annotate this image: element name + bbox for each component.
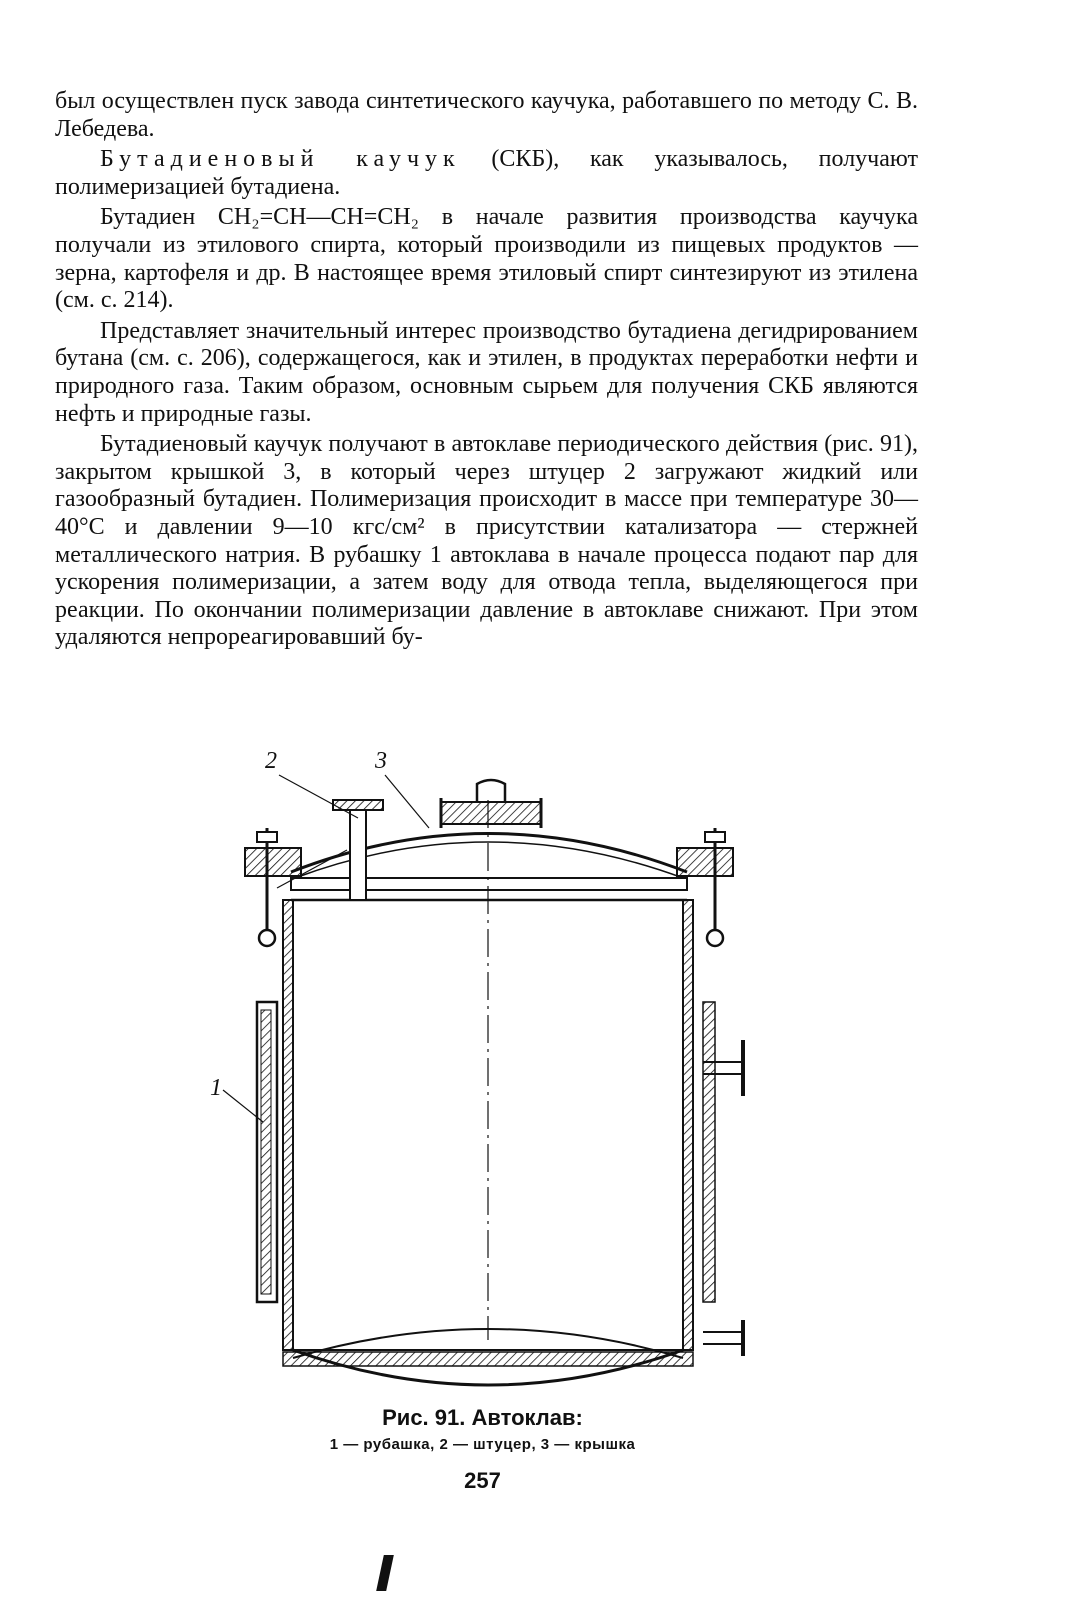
autoclave-drawing	[195, 740, 795, 1400]
ink-smudge-mark	[376, 1555, 394, 1591]
label-2: 2	[265, 748, 277, 774]
paragraph-5: Бутадиеновый каучук получают в автоклаве периодического действия (рис. 91), закрытом крышкой 3, в который через штуцер 2 загружают жидкий или газообразный бутадиен. Полимеризация происходит в массе при температуре 30—40°C и давлении 9—10 кгс/см² в присутствии катализатора — стержней металлического натрия. В рубашку 1 автоклава в начале процесса подают пар для ускорения полимеризации, а затем воду для отвода тепла, выделяющегося при реакции. По окончании полимеризации давление в автоклаве снижают. При этом удаляются непрореагировавший бу-	[55, 431, 918, 651]
leader-2	[279, 775, 358, 818]
paragraph-3: Бутадиен CH₂=CH—CH=CH₂ в начале развития производства каучука получали из этилового спирта, который производили из пищевых продуктов — зерна, картофеля и др. В настоящее время этиловый спирт синтезируют из этилена (см. с. 214).	[55, 204, 918, 314]
paragraph-1: был осуществлен пуск завода синтетического каучука, работавшего по методу С. В. Лебедева.	[55, 88, 918, 142]
paragraph-2	[55, 146, 918, 201]
label-1: 1	[210, 1075, 222, 1101]
text-body	[55, 88, 918, 655]
jacket-right	[703, 1002, 715, 1302]
leader-3	[385, 775, 429, 828]
label-3: 3	[375, 748, 387, 774]
nozzle-pipe	[350, 810, 366, 900]
figure-legend: 1 — рубашка, 2 — штуцер, 3 — крышка	[329, 1436, 636, 1453]
autoclave-figure	[195, 740, 795, 1405]
page-number: 257	[464, 1468, 501, 1493]
term-butadiene-rubber: Бутадиеновый каучук	[100, 146, 461, 173]
manhole-cover	[441, 802, 541, 824]
left-wall	[283, 900, 293, 1350]
paragraph-2-rest: (СКБ), как указывалось, получают полимеризацией бутадиена.	[55, 146, 918, 200]
bottom-ring	[283, 1352, 693, 1366]
right-wall	[683, 900, 693, 1350]
figure-caption: Рис. 91. Автоклав:	[382, 1405, 583, 1430]
paragraph-4: Представляет значительный интерес производство бутадиена дегидрированием бутана (см. с. 206), содержащегося, как и этилен, в продуктах переработки нефти и природного газа. Таким образом, основным сырьем для получения СКБ являются нефть и природные газы.	[55, 317, 918, 427]
